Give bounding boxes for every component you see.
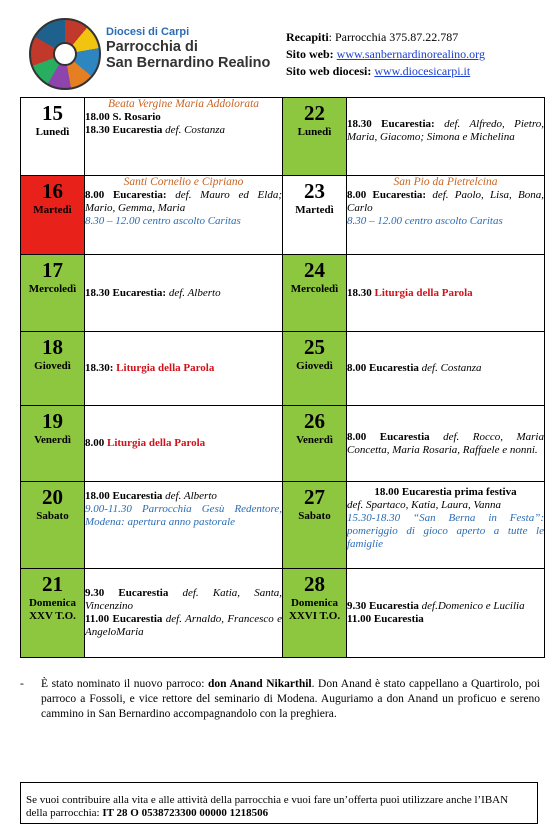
event-intention: def. Paolo, Lisa, Bona, Carlo [347,189,544,214]
day-number: 20 [42,485,63,509]
day-liturgical-week: XXV T.O. [29,610,76,622]
event-line: 11.00 Eucarestia [85,613,163,625]
calendar-row [21,332,545,406]
day-name: Mercoledì [290,283,339,295]
event-line: 11.00 Eucarestia [347,613,424,625]
event-line: 18.30 Eucarestia [85,124,163,136]
event-line: 18.30 [347,286,375,299]
event-cell [347,569,545,658]
event-intention: def. Katia, Santa, Vincenzino [85,587,283,612]
liturgia-label: Liturgia della Parola [107,437,206,449]
note-text-pre: È stato nominato il nuovo parroco: [41,678,208,690]
donation-text: Se vuoi contribuire alla vita e alle attività della parrocchia e vuoi fare un’offerta puoi utilizzare anche l’IBAN della parrocchia: [26,794,509,819]
note-text-post: . Don Anand è stato cappellano a Quartirolo, poi parroco a Fossoli, e vice rettore del seminario di Modena. Auguriamo a don Anand un proficuo e sereno cammino in San Bernardino accompagnandolo con la preghiera. [41,678,540,720]
calendar-row [21,482,545,569]
day-number: 27 [304,485,325,509]
sito-label: Sito web [286,47,330,61]
parish-name-line1: Parrocchia di [106,39,198,55]
day-cell [283,98,347,176]
event-cell [347,255,545,332]
parish-logo [29,18,101,90]
event-intention: def. Rocco, Maria Concetta, Maria Rosaria, Raffaele e nonni. [347,430,544,456]
note-bullet: - [20,678,24,690]
event-note: 8.30 – 12.00 centro ascolto Caritas [85,215,241,227]
day-name: Venerdì [296,434,333,446]
saint-of-day: San Pio da Pietrelcina [393,176,498,188]
day-cell [21,406,85,482]
event-cell [85,332,283,406]
day-cell [283,332,347,406]
day-number: 28 [304,572,325,596]
event-cell [347,332,545,406]
event-cell [85,569,283,658]
day-number: 16 [42,179,63,203]
event-line: 18.30 Eucarestia: [85,286,167,299]
event-cell [85,176,283,255]
day-number: 21 [42,572,63,596]
donation-box [20,782,538,824]
day-number: 26 [304,409,325,433]
event-line: 18.00 Eucarestia prima festiva [374,486,517,498]
event-intention: def. Arnaldo, Francesco e AngeloMaria [85,613,283,638]
day-cell [283,255,347,332]
calendar-table [20,97,545,658]
day-cell [283,482,347,569]
event-note: 15.30-18.30 “San Berna in Festa”: pomeriggio di gioco aperto a tutte le famiglie [347,512,544,550]
calendar-row [21,176,545,255]
header [0,0,557,95]
event-cell [85,98,283,176]
day-name: Giovedì [34,360,71,372]
event-cell [347,406,545,482]
day-name: Martedì [295,204,334,216]
event-line: 8.00 [85,437,107,449]
event-cell [347,482,545,569]
day-name: Giovedì [296,360,333,372]
day-number: 15 [42,101,63,125]
new-parish-priest-name: don Anand Nikarthil [207,678,312,690]
liturgia-label: Liturgia della Parola [116,362,215,374]
event-line: 18.00 S. Rosario [85,111,161,123]
event-line: 9.30 Eucarestia [85,587,169,599]
day-name: Lunedì [297,126,332,138]
event-note: 8.30 – 12.00 centro ascolto Caritas [347,215,503,227]
event-cell [347,176,545,255]
day-cell [283,176,347,255]
recapiti-value: : Parrocchia 375.87.22.787 [328,30,459,44]
day-number: 18 [42,335,63,359]
event-cell [85,406,283,482]
sito-diocesi-label: Sito web diocesi [286,64,368,78]
event-intention: def. Mauro ed Elda; Mario, Gemma, Maria [85,189,282,214]
day-number: 22 [304,101,325,125]
day-cell [21,255,85,332]
day-name: Venerdì [34,434,71,446]
event-line: 18.00 Eucarestia [85,490,163,502]
sito-diocesi-link[interactable]: www.diocesicarpi.it [374,64,471,78]
day-name: Domenica [290,597,339,609]
recapiti-label: Recapiti [286,30,329,44]
event-cell [347,98,545,176]
event-line: 8.00 Eucarestia [347,430,430,443]
day-cell [21,98,85,176]
calendar-row [21,255,545,332]
day-liturgical-week: XXVI T.O. [288,610,341,622]
day-name: Martedì [33,204,72,216]
day-cell [283,569,347,658]
event-intention: def. Alfredo, Pietro, Maria, Giacomo; Simona e Michelina [347,118,544,143]
day-name: Sabato [36,510,69,522]
day-name: Domenica [28,597,77,609]
event-line: 8.00 Eucarestia [347,362,419,374]
calendar-row [21,569,545,658]
contacts: Recapiti: Parrocchia 375.87.22.787 Sito web: www.sanbernardinorealino.org Sito web diocesi: www.diocesicarpi.it [286,30,485,78]
event-line: 18.30: [85,362,117,374]
event-intention: def. Costanza [418,362,482,374]
parish-name-line2: San Bernardino Realino [106,55,271,71]
day-cell [283,406,347,482]
announcement-note [20,677,540,722]
event-line: 8.00 Eucarestia: [85,189,167,201]
event-cell [85,255,283,332]
diocesi-label: Diocesi di Carpi [106,26,190,38]
day-number: 19 [42,409,63,433]
saint-of-day: Santi Cornelio e Cipriano [123,176,244,188]
saint-of-day: Beata Vergine Maria Addolorata [107,98,260,110]
day-cell [21,482,85,569]
iban-code: IT 28 O 0538723300 00000 1218506 [102,807,269,819]
event-intention: def. Spartaco, Katia, Laura, Vanna [347,499,502,511]
event-note: 9.00-11.30 Parrocchia Gesù Redentore, Modena: apertura anno pastorale [85,503,282,528]
event-cell [85,482,283,569]
sito-link[interactable]: www.sanbernardinorealino.org [336,47,485,61]
day-name: Lunedì [35,126,70,138]
calendar-row [21,406,545,482]
day-cell [21,176,85,255]
liturgia-label: Liturgia della Parola [374,286,473,299]
event-intention: def. Alberto [166,286,221,299]
day-number: 23 [304,179,325,203]
event-intention: def. Costanza [162,124,226,136]
day-number: 25 [304,335,325,359]
event-line: 18.30 Eucarestia: [347,118,435,130]
day-name: Sabato [298,510,331,522]
day-cell [21,569,85,658]
event-intention: def. Alberto [162,490,217,502]
day-number: 24 [304,258,325,282]
day-cell [21,332,85,406]
calendar-row [21,98,545,176]
day-number: 17 [42,258,63,282]
day-name: Mercoledì [28,283,77,295]
event-line: 9.30 Eucarestia [347,600,419,612]
event-line: 8.00 Eucarestia: [347,189,427,201]
parish-name [106,39,270,71]
event-intention: def.Domenico e Lucilia [418,600,525,612]
